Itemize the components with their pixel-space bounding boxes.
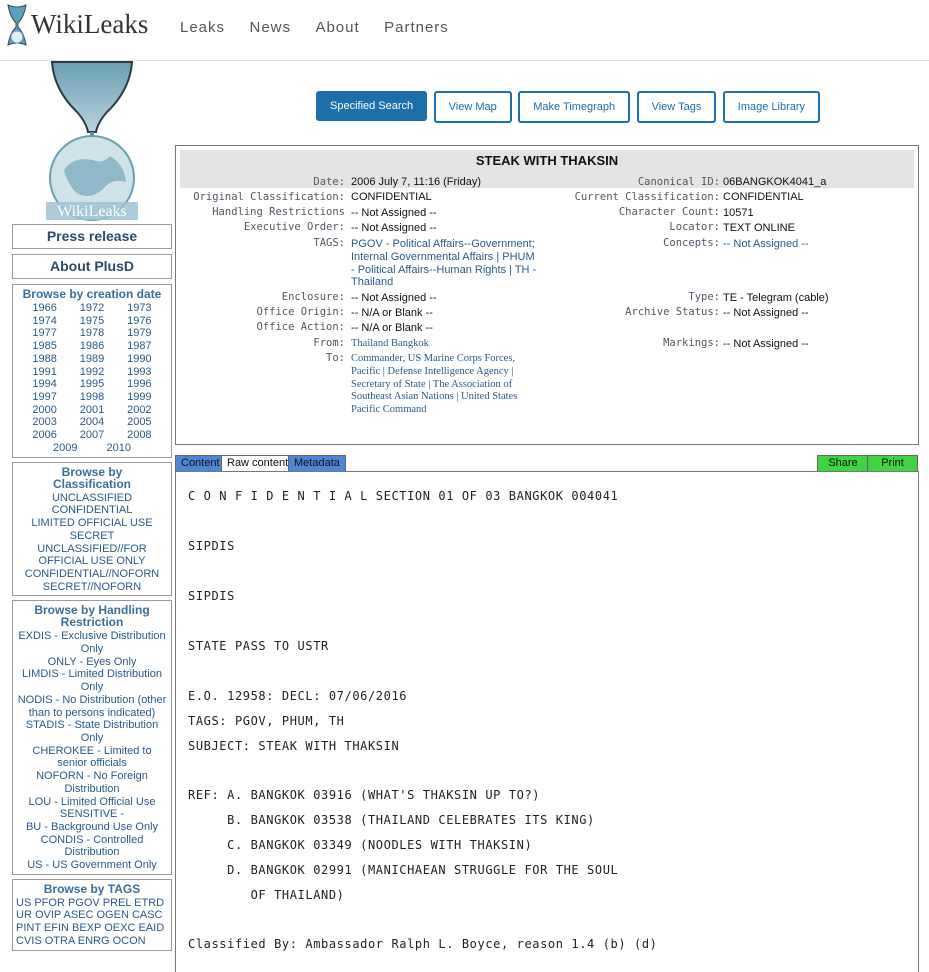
press-release-button[interactable]: Press release [12,224,172,249]
year-list-last [13,442,171,455]
tab-raw-content[interactable]: Raw content [221,455,294,472]
specified-search-button[interactable]: Specified Search [316,91,427,121]
browse-by-tags-box [12,879,172,951]
concepts-value: -- Not Assigned -- [723,238,809,250]
raw-content-panel [175,471,919,972]
year-link[interactable]: 1996 [127,378,152,391]
year-link[interactable]: 1986 [79,340,105,353]
canonical-id-label: Canonical ID: [637,176,720,188]
browse-by-tags-title: Browse by TAGS [43,881,141,896]
tab-metadata[interactable]: Metadata [288,455,346,472]
year-link[interactable]: 1976 [127,314,152,327]
browse-by-date-title: Browse by creation date [22,287,162,301]
classification-list [13,492,171,594]
year-link[interactable]: 2003 [32,416,57,429]
executive-order-value: -- Not Assigned -- [351,222,437,234]
classification-link[interactable]: SECRET//NOFORN [42,580,142,593]
year-link[interactable]: 1979 [127,327,152,340]
canonical-id-value: 06BANGKOK4041_a [723,176,827,188]
year-link[interactable]: 2000 [32,403,57,416]
year-link[interactable]: 1990 [127,352,152,365]
body-line: C. BANGKOK 03349 (NOODLES WITH THAKSIN) [188,838,533,852]
year-link[interactable]: 1975 [79,314,105,327]
year-link[interactable]: 1994 [32,378,57,391]
concepts-label: Concepts: [663,237,720,249]
image-library-button[interactable]: Image Library [723,91,820,123]
body-line: D. BANGKOK 02991 (MANICHAEAN STRUGGLE FOR THE SOUL [188,863,619,877]
year-link[interactable]: 1966 [32,302,57,314]
big-logo-text: WikiLeaks [57,203,127,220]
archive-status-label: Archive Status: [625,306,720,318]
nav-about[interactable]: About [315,19,360,36]
handling-restrictions-value: -- Not Assigned -- [351,207,437,219]
handling-restrictions-label: Handling Restrictions [212,206,345,218]
type-label: Type: [688,291,720,303]
content-tabs [175,455,917,471]
handling-list [13,630,171,871]
handling-link[interactable]: EXDIS - Exclusive Distribution Only [18,630,166,656]
office-action-label: Office Action: [256,321,345,333]
body-line: E.O. 12958: DECL: 07/06/2016 [188,689,408,703]
handling-link[interactable]: SENSITIVE - [59,808,125,821]
tags-value[interactable]: PGOV - Political Affairs--Government; Internal Governmental Affairs | PHUM - Political Affairs--Human Rights | TH - Thailand [351,238,537,289]
executive-order-label: Executive Order: [243,221,345,233]
year-link[interactable]: 1993 [127,365,152,378]
classification-link[interactable]: UNCLASSIFIED//FOR OFFICIAL USE ONLY [37,542,147,568]
classification-link[interactable]: SECRET [69,529,115,542]
year-link[interactable]: 1987 [127,340,152,353]
year-link[interactable]: 2007 [79,429,105,442]
office-origin-label: Office Origin: [256,306,345,318]
browse-by-handling-box [12,600,172,874]
to-label: To: [326,352,345,364]
year-link[interactable]: 2001 [79,403,105,416]
classification-link[interactable]: UNCLASSIFIED [51,491,133,504]
original-classification-value: CONFIDENTIAL [351,191,432,203]
cable-title: STEAK WITH THAKSIN [180,150,914,170]
nav-leaks[interactable]: Leaks [180,19,226,36]
main-nav [180,19,469,37]
year-link[interactable]: 1985 [32,340,57,353]
character-count-label: Character Count: [618,206,720,218]
year-link[interactable]: 1988 [32,352,57,365]
markings-value: -- Not Assigned -- [723,338,809,350]
office-action-value: -- N/A or Blank -- [351,322,433,334]
handling-link[interactable]: ONLY - Eyes Only [47,655,137,668]
body-line: SIPDIS [188,589,235,603]
year-link[interactable]: 1997 [32,390,57,403]
share-button[interactable]: Share [817,455,869,472]
year-link[interactable]: 2002 [127,403,152,416]
year-link[interactable]: 1995 [79,378,105,391]
browse-by-date-box [12,284,172,458]
year-link[interactable]: 2010 [106,441,132,454]
handling-link[interactable]: BU - Background Use Only [25,820,159,833]
cable-metadata-panel [175,145,919,445]
year-link[interactable]: 1974 [32,314,57,327]
year-link[interactable]: 1992 [79,365,105,378]
date-label: Date: [313,176,345,188]
body-line: C O N F I D E N T I A L SECTION 01 OF 03 BANGKOK 004041 [188,489,619,503]
nav-news[interactable]: News [249,19,291,36]
body-line: SIPDIS [188,539,235,553]
browse-by-classification-title: Browse by Classification [52,464,132,491]
original-classification-label: Original Classification: [193,191,345,203]
office-origin-value: -- N/A or Blank -- [351,307,433,319]
make-timegraph-button[interactable]: Make Timegraph [518,91,630,123]
sidebar [12,60,172,955]
view-map-button[interactable]: View Map [434,91,512,123]
about-plusd-button[interactable]: About PlusD [12,254,172,279]
year-link[interactable]: 1998 [79,390,105,403]
view-tags-button[interactable]: View Tags [637,91,717,123]
year-link[interactable]: 2005 [127,416,152,429]
year-link[interactable]: 2009 [52,441,78,454]
year-link[interactable]: 1978 [79,327,105,340]
character-count-value: 10571 [723,207,754,219]
year-link[interactable]: 2006 [32,429,57,442]
print-button[interactable]: Print [867,455,918,472]
from-value[interactable]: Thailand Bangkok [351,338,429,349]
year-link[interactable]: 2008 [127,429,152,442]
hourglass-logo [12,60,172,224]
handling-link[interactable]: CONDIS - Controlled Distribution [40,833,144,859]
handling-link[interactable]: NOFORN - No Foreign Distribution [36,770,148,795]
handling-link[interactable]: LOU - Limited Official Use [28,795,156,808]
body-line: B. BANGKOK 03538 (THAILAND CELEBRATES ITS KING) [188,813,595,827]
handling-link[interactable]: LIMDIS - Limited Distribution Only [22,668,162,694]
browse-by-classification-box [12,462,172,597]
body-line: SUBJECT: STEAK WITH THAKSIN [188,739,400,753]
enclosure-value: -- Not Assigned -- [351,292,437,304]
body-line: STATE PASS TO USTR [188,639,329,653]
tab-content[interactable]: Content [175,455,226,472]
year-link[interactable]: 1972 [79,302,105,314]
tags-list[interactable]: US PFOR PGOV PREL ETRD UR OVIP ASEC OGEN CASC PINT EFIN BEXP OEXC EAID CVIS OTRA ENRG OCON [16,896,165,947]
year-link[interactable]: 1977 [32,327,57,340]
locator-value: TEXT ONLINE [723,222,795,234]
nav-partners[interactable]: Partners [384,19,449,36]
current-classification-value: CONFIDENTIAL [723,191,804,203]
current-classification-label: Current Classification: [574,191,720,203]
year-link[interactable]: 2004 [79,416,105,429]
handling-link[interactable]: CHEROKEE - Limited to senior officials [32,744,152,770]
tags-label: TAGS: [313,237,345,249]
classification-link[interactable]: CONFIDENTIAL [51,504,133,517]
handling-link[interactable]: US - US Government Only [27,859,157,872]
search-toolbar [316,91,822,123]
classification-link[interactable]: CONFIDENTIAL//NOFORN [24,567,160,580]
body-line: OF THAILAND) [188,888,345,902]
site-header [0,0,929,61]
classification-link[interactable]: LIMITED OFFICIAL USE [31,517,153,530]
wikileaks-logo-icon[interactable] [6,3,28,47]
year-link[interactable]: 1973 [127,302,152,314]
year-link[interactable]: 1989 [79,352,105,365]
to-value[interactable]: Commander, US Marine Corps Forces, Pacific | Defense Intelligence Agency | Secretary of State | The Association of Southeast Asian Nations | United States Pacific Command [351,353,518,416]
browse-by-handling-title: Browse by Handling Restriction [34,603,150,630]
site-logo-text[interactable]: WikiLeaks [31,9,149,39]
handling-link[interactable]: NODIS - No Distribution (other than to persons indicated) [17,693,167,719]
locator-label: Locator: [669,221,720,233]
from-label: From: [313,337,345,349]
year-link[interactable]: 1999 [127,390,152,403]
archive-status-value: -- Not Assigned -- [723,307,809,319]
type-value: TE - Telegram (cable) [723,292,829,304]
body-line: TAGS: PGOV, PHUM, TH [188,714,345,728]
date-value: 2006 July 7, 11:16 (Friday) [351,176,482,188]
year-link[interactable]: 1991 [32,365,57,378]
year-list [13,302,171,442]
enclosure-label: Enclosure: [281,291,345,303]
body-line: REF: A. BANGKOK 03916 (WHAT'S THAKSIN UP TO?) [188,788,541,802]
markings-label: Markings: [663,337,720,349]
hourglass-globe-icon [12,60,172,224]
body-line: Classified By: Ambassador Ralph L. Boyce, reason 1.4 (b) (d) [188,937,658,951]
handling-link[interactable]: STADIS - State Distribution Only [25,719,159,744]
